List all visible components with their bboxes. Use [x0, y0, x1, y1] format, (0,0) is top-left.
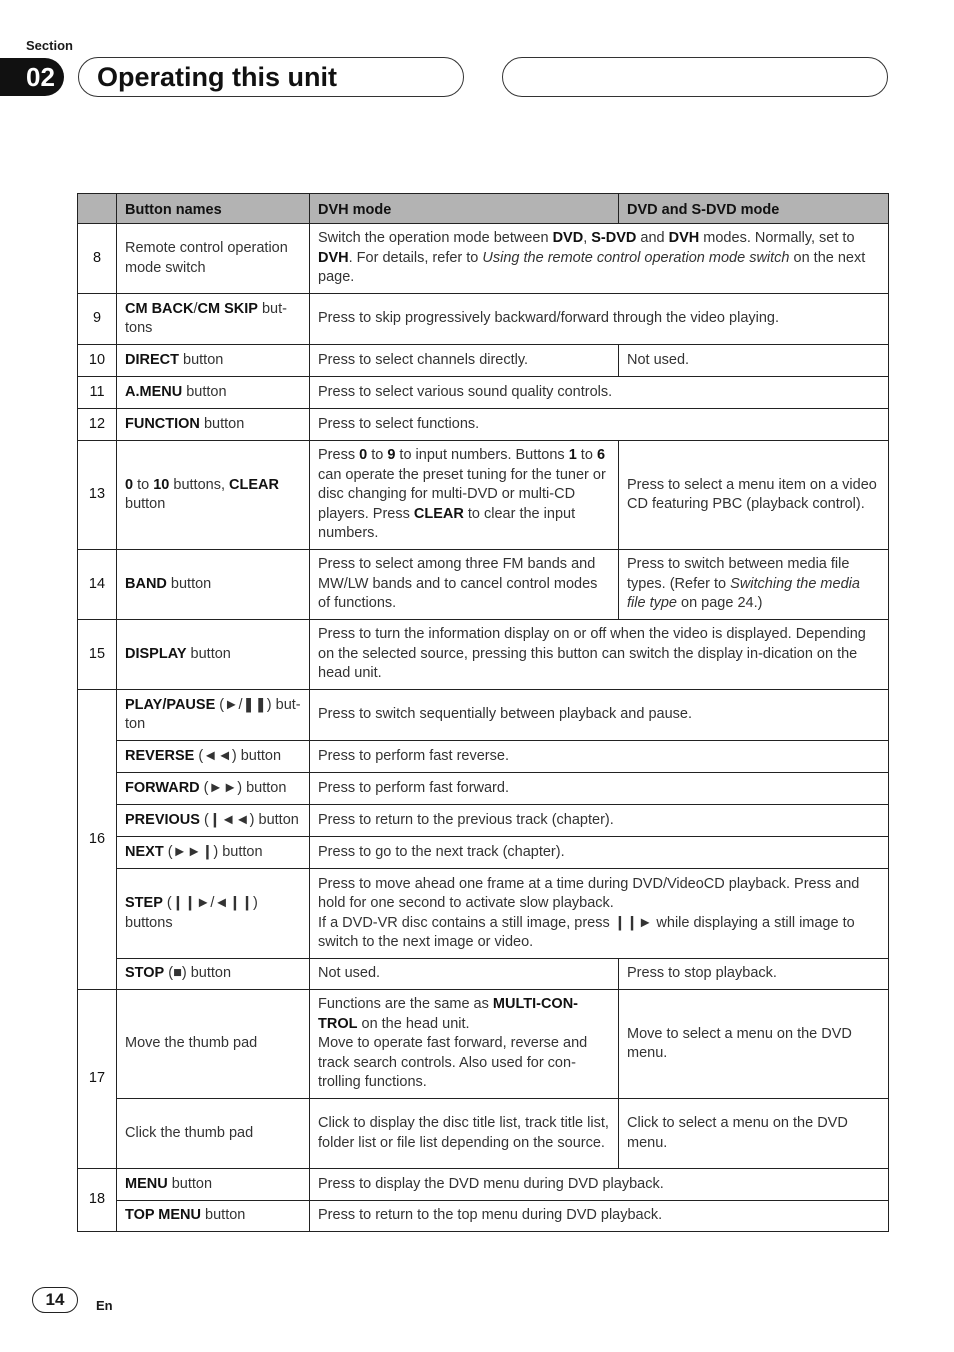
description	[310, 869, 889, 959]
table-row	[78, 741, 889, 773]
button-name: 0 to 10 buttons, CLEAR button	[117, 441, 310, 550]
description-line: Press to move ahead one frame at a time during DVD/VideoCD playback. Press and hold for one second to activate slow playback.	[318, 875, 860, 911]
table-row	[78, 294, 889, 345]
header-number	[78, 194, 117, 224]
blank-header-box	[502, 57, 888, 97]
page-title: Operating this unit	[78, 57, 464, 97]
dvd-description: Move to select a menu on the DVD menu.	[619, 990, 889, 1099]
button-name: PLAY/PAUSE (►/❚❚) but-ton	[117, 690, 310, 741]
table-row	[78, 1201, 889, 1232]
button-name: CM BACK/CM SKIP but-tons	[117, 294, 310, 345]
button-name: BAND button	[117, 550, 310, 620]
row-number: 15	[78, 620, 117, 690]
button-functions-table	[77, 193, 889, 1232]
header-button-names: Button names	[117, 194, 310, 224]
table-row	[78, 550, 889, 620]
button-name: DIRECT button	[117, 345, 310, 377]
row-number: 11	[78, 377, 117, 409]
table-row	[78, 1099, 889, 1169]
button-name: REVERSE (◄◄) button	[117, 741, 310, 773]
row-number: 8	[78, 224, 117, 294]
description: Press to skip progressively backward/forward through the video playing.	[310, 294, 889, 345]
description: Press to perform fast forward.	[310, 773, 889, 805]
description: Press to go to the next track (chapter).	[310, 837, 889, 869]
section-label: Section	[26, 38, 73, 53]
row-number: 18	[78, 1169, 117, 1232]
row-number: 12	[78, 409, 117, 441]
row-number: 10	[78, 345, 117, 377]
button-name: PREVIOUS (❙◄◄) button	[117, 805, 310, 837]
table-header-row	[78, 194, 889, 224]
dvd-description: Press to switch between media file types. (Refer to Switching the media file type on page 24.)	[619, 550, 889, 620]
table-row	[78, 345, 889, 377]
row-number: 17	[78, 990, 117, 1169]
table-row	[78, 409, 889, 441]
button-name: DISPLAY button	[117, 620, 310, 690]
table-row	[78, 959, 889, 990]
dvd-description: Press to stop playback.	[619, 959, 889, 990]
dvd-description: Press to select a menu item on a video CD featuring PBC (playback control).	[619, 441, 889, 550]
table-row	[78, 990, 889, 1099]
button-name: Move the thumb pad	[117, 990, 310, 1099]
description-line: If a DVD-VR disc contains a still image, press ❙❙► while displaying a still image to switch to the next image or video.	[318, 914, 855, 950]
dvh-description: Press to select channels directly.	[310, 345, 619, 377]
button-name: MENU button	[117, 1169, 310, 1201]
dvh-description: Not used.	[310, 959, 619, 990]
description: Press to perform fast reverse.	[310, 741, 889, 773]
table-row	[78, 690, 889, 741]
dvh-description: Click to display the disc title list, track title list, folder list or file list depending on the source.	[310, 1099, 619, 1169]
row-number: 9	[78, 294, 117, 345]
button-name: STOP (■) button	[117, 959, 310, 990]
description: Press to return to the previous track (chapter).	[310, 805, 889, 837]
button-name: NEXT (►►❙) button	[117, 837, 310, 869]
description: Press to switch sequentially between playback and pause.	[310, 690, 889, 741]
button-name: Remote control operation mode switch	[117, 224, 310, 294]
table-row	[78, 773, 889, 805]
description: Press to select various sound quality controls.	[310, 377, 889, 409]
header-dvh-mode: DVH mode	[310, 194, 619, 224]
button-name: TOP MENU button	[117, 1201, 310, 1232]
table-row	[78, 377, 889, 409]
dvd-description: Not used.	[619, 345, 889, 377]
button-name: FORWARD (►►) button	[117, 773, 310, 805]
table-row	[78, 620, 889, 690]
table-row	[78, 1169, 889, 1201]
row-number: 14	[78, 550, 117, 620]
section-number-badge: 02	[0, 58, 64, 96]
description: Press to display the DVD menu during DVD playback.	[310, 1169, 889, 1201]
description: Switch the operation mode between DVD, S-DVD and DVH modes. Normally, set to DVH. For details, refer to Using the remote control operation mode switch on the next page.	[310, 224, 889, 294]
table-row	[78, 441, 889, 550]
table-row	[78, 224, 889, 294]
dvh-description: Functions are the same as MULTI-CON-TROL on the head unit. Move to operate fast forward, reverse and track search controls. Also used for con-trolling functions.	[310, 990, 619, 1099]
dvh-description: Press 0 to 9 to input numbers. Buttons 1 to 6 can operate the preset tuning for the tuner or disc changing for multi-DVD or multi-CD players. Press CLEAR to clear the input numbers.	[310, 441, 619, 550]
page-number: 14	[32, 1287, 78, 1313]
dvd-description: Click to select a menu on the DVD menu.	[619, 1099, 889, 1169]
row-number: 16	[78, 690, 117, 990]
table-row	[78, 837, 889, 869]
button-name: A.MENU button	[117, 377, 310, 409]
button-name: STEP (❙❙►/◄❙❙) buttons	[117, 869, 310, 959]
description: Press to turn the information display on or off when the video is displayed. Depending on the selected source, pressing this button can switch the display in-dication on the head unit.	[310, 620, 889, 690]
button-name: FUNCTION button	[117, 409, 310, 441]
dvh-description: Press to select among three FM bands and MW/LW bands and to cancel control modes of functions.	[310, 550, 619, 620]
button-name: Click the thumb pad	[117, 1099, 310, 1169]
table-row	[78, 869, 889, 959]
description: Press to return to the top menu during DVD playback.	[310, 1201, 889, 1232]
description: Press to select functions.	[310, 409, 889, 441]
header-dvd-mode: DVD and S-DVD mode	[619, 194, 889, 224]
language-label: En	[96, 1298, 113, 1313]
row-number: 13	[78, 441, 117, 550]
table-row	[78, 805, 889, 837]
